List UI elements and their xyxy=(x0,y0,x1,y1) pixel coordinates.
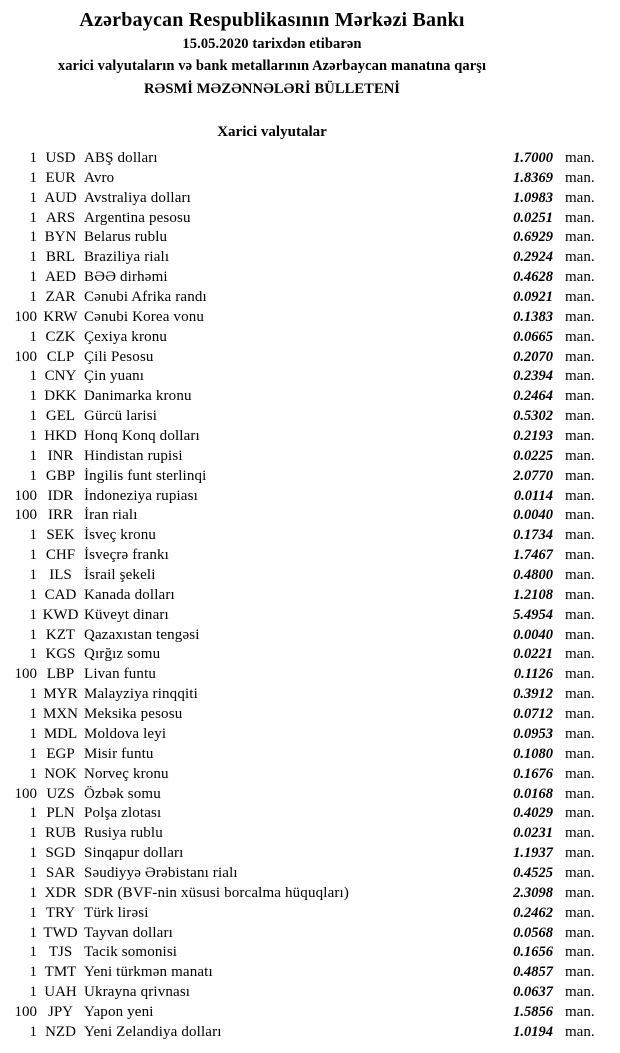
rate-value: 0.5302 xyxy=(513,408,553,425)
rate-row xyxy=(0,308,605,328)
unit-label: man. xyxy=(565,904,595,921)
unit-label: man. xyxy=(565,646,595,663)
unit-label: man. xyxy=(565,964,595,981)
exchange-rates-table xyxy=(0,149,620,1043)
unit-label: man. xyxy=(565,725,595,742)
unit-label: man. xyxy=(565,626,595,643)
rate-row xyxy=(0,626,605,646)
currency-name: Avro xyxy=(84,169,115,186)
rate-row xyxy=(0,943,605,963)
rate-row xyxy=(0,824,605,844)
currency-name: Özbək somu xyxy=(84,785,161,802)
rate-row xyxy=(0,844,605,864)
rate-value: 0.6929 xyxy=(513,229,553,246)
unit-label: man. xyxy=(565,428,595,445)
effective-date-line: 15.05.2020 tarixdən etibarən xyxy=(182,36,362,52)
currency-quantity: 100 xyxy=(14,1003,37,1020)
rate-row xyxy=(0,149,605,169)
currency-quantity: 100 xyxy=(14,308,37,325)
currency-quantity: 1 xyxy=(29,586,37,603)
unit-label: man. xyxy=(565,447,595,464)
currency-quantity: 1 xyxy=(29,845,37,862)
currency-quantity: 1 xyxy=(29,825,37,842)
currency-code: BYN xyxy=(44,229,77,246)
currency-name: Meksika pesosu xyxy=(84,706,183,723)
rate-value: 0.2924 xyxy=(513,249,553,266)
currency-name: Küveyt dinarı xyxy=(84,606,169,623)
rate-value: 5.4954 xyxy=(513,606,553,623)
currency-code: SGD xyxy=(45,845,76,862)
currency-name: BƏƏ dirhəmi xyxy=(84,269,168,286)
rate-value: 0.0231 xyxy=(513,825,553,842)
currency-quantity: 1 xyxy=(29,189,37,206)
rate-row xyxy=(0,705,605,725)
currency-code: HKD xyxy=(44,428,77,445)
currency-name: İndoneziya rupiası xyxy=(84,487,198,504)
currency-quantity: 1 xyxy=(29,606,37,623)
unit-label: man. xyxy=(565,706,595,723)
currency-name: Tayvan dolları xyxy=(84,924,173,941)
rate-value: 0.4800 xyxy=(513,567,553,584)
currency-code: CHF xyxy=(45,547,76,564)
currency-name: İran rialı xyxy=(84,507,138,524)
currency-quantity: 1 xyxy=(29,805,37,822)
rate-row xyxy=(0,645,605,665)
rate-value: 0.4857 xyxy=(513,964,553,981)
currency-quantity: 1 xyxy=(29,765,37,782)
rate-row xyxy=(0,407,605,427)
rate-value: 1.1937 xyxy=(513,845,553,862)
rate-value: 0.4029 xyxy=(513,805,553,822)
currency-quantity: 1 xyxy=(29,368,37,385)
unit-label: man. xyxy=(565,785,595,802)
currency-code: TMT xyxy=(44,964,77,981)
currency-name: Gürcü larisi xyxy=(84,408,158,425)
currency-name: Avstraliya dolları xyxy=(84,189,191,206)
currency-name: Qazaxıstan tengəsi xyxy=(84,626,200,643)
rate-row xyxy=(0,685,605,705)
unit-label: man. xyxy=(565,1023,595,1040)
rate-value: 0.0040 xyxy=(513,507,553,524)
rate-row xyxy=(0,546,605,566)
currency-quantity: 1 xyxy=(29,209,37,226)
currency-code: KWD xyxy=(42,606,79,623)
currency-name: Argentina pesosu xyxy=(84,209,191,226)
rate-row xyxy=(0,367,605,387)
unit-label: man. xyxy=(565,507,595,524)
unit-label: man. xyxy=(565,229,595,246)
rate-value: 0.0637 xyxy=(513,984,553,1001)
rate-value: 1.7467 xyxy=(513,547,553,564)
bulletin-header xyxy=(0,7,544,100)
rate-value: 0.0221 xyxy=(513,646,553,663)
rate-value: 0.1676 xyxy=(513,765,553,782)
rate-row xyxy=(0,348,605,368)
currency-name: Çin yuanı xyxy=(84,368,145,385)
currency-name: Yeni Zelandiya dolları xyxy=(84,1023,222,1040)
currency-quantity: 1 xyxy=(29,924,37,941)
currency-name: Ukrayna qrivnası xyxy=(84,984,191,1001)
unit-label: man. xyxy=(565,567,595,584)
bank-title: Azərbaycan Respublikasının Mərkəzi Bankı xyxy=(79,9,465,31)
unit-label: man. xyxy=(565,348,595,365)
currency-quantity: 1 xyxy=(29,467,37,484)
currency-code: CZK xyxy=(45,328,76,345)
rate-value: 0.4628 xyxy=(513,269,553,286)
rate-row xyxy=(0,1023,605,1043)
rate-row xyxy=(0,228,605,248)
currency-code: KZT xyxy=(45,626,76,643)
unit-label: man. xyxy=(565,606,595,623)
currency-name: İsveç kronu xyxy=(84,527,157,544)
unit-label: man. xyxy=(565,249,595,266)
rate-row xyxy=(0,963,605,983)
currency-code: USD xyxy=(45,150,76,166)
rate-value: 0.0712 xyxy=(513,706,553,723)
rate-row xyxy=(0,884,605,904)
rate-row xyxy=(0,665,605,685)
currency-code: IRR xyxy=(47,507,73,524)
currency-code: SAR xyxy=(45,864,76,881)
rate-value: 0.2193 xyxy=(513,428,553,445)
currency-quantity: 1 xyxy=(29,388,37,405)
currency-code: TWD xyxy=(43,924,78,941)
rate-row xyxy=(0,606,605,626)
currency-name: Cənubi Korea vonu xyxy=(84,308,205,325)
rate-value: 0.2464 xyxy=(513,388,553,405)
currency-quantity: 1 xyxy=(29,428,37,445)
currency-name: Qırğız somu xyxy=(84,646,161,663)
currency-code: CLP xyxy=(46,348,75,365)
currency-code: KGS xyxy=(45,646,76,663)
rate-value: 1.5856 xyxy=(513,1003,553,1020)
currency-quantity: 1 xyxy=(29,169,37,186)
rate-value: 0.0040 xyxy=(513,626,553,643)
bulletin-title-line: RƏSMİ MƏZƏNNƏLƏRİ BÜLLETENİ xyxy=(143,80,401,97)
rate-value: 0.2462 xyxy=(513,904,553,921)
rate-value: 1.0983 xyxy=(513,189,553,206)
rate-value: 1.8369 xyxy=(513,169,553,186)
currency-name: Braziliya rialı xyxy=(84,249,170,266)
currency-code: SEK xyxy=(46,527,75,544)
currency-name: Honq Konq dolları xyxy=(84,428,200,445)
unit-label: man. xyxy=(565,547,595,564)
unit-label: man. xyxy=(565,864,595,881)
currency-code: ZAR xyxy=(45,289,76,306)
currency-name: Kanada dolları xyxy=(84,586,175,603)
rate-value: 0.0251 xyxy=(513,209,553,226)
currency-code: RUB xyxy=(45,825,76,842)
rate-row xyxy=(0,248,605,268)
unit-label: man. xyxy=(565,368,595,385)
rate-value: 0.1734 xyxy=(513,527,553,544)
rate-row xyxy=(0,904,605,924)
unit-label: man. xyxy=(565,884,595,901)
currency-name: Polşa zlotası xyxy=(84,805,162,822)
rate-row xyxy=(0,467,605,487)
currency-code: NZD xyxy=(45,1023,76,1040)
unit-label: man. xyxy=(565,209,595,226)
currency-name: Sinqapur dolları xyxy=(84,845,184,862)
currency-quantity: 1 xyxy=(29,1023,37,1040)
rate-row xyxy=(0,924,605,944)
currency-name: Səudiyyə Ərəbistanı rialı xyxy=(84,864,238,881)
unit-label: man. xyxy=(565,328,595,345)
rate-row xyxy=(0,526,605,546)
unit-label: man. xyxy=(565,289,595,306)
currency-name: Danimarka kronu xyxy=(84,388,192,405)
currency-name: Türk lirəsi xyxy=(84,904,149,921)
currency-name: Cənubi Afrika randı xyxy=(84,289,207,306)
currency-code: AED xyxy=(45,269,76,286)
currency-code: NOK xyxy=(44,765,77,782)
rate-value: 0.0921 xyxy=(513,289,553,306)
rate-row xyxy=(0,427,605,447)
rate-value: 0.2394 xyxy=(513,368,553,385)
unit-label: man. xyxy=(565,944,595,961)
currency-name: Çexiya kronu xyxy=(84,328,168,345)
rate-row xyxy=(0,983,605,1003)
currency-code: TRY xyxy=(45,904,76,921)
rate-value: 0.0953 xyxy=(513,725,553,742)
currency-quantity: 1 xyxy=(29,547,37,564)
currency-code: BRL xyxy=(45,249,76,266)
currency-quantity: 100 xyxy=(14,507,37,524)
currency-code: PLN xyxy=(46,805,75,822)
currency-name: Norveç kronu xyxy=(84,765,169,782)
currency-quantity: 1 xyxy=(29,864,37,881)
currency-code: MDL xyxy=(43,725,78,742)
currency-quantity: 1 xyxy=(29,686,37,703)
rate-value: 0.0568 xyxy=(513,924,553,941)
currency-code: KRW xyxy=(43,308,78,325)
unit-label: man. xyxy=(565,487,595,504)
currency-name: İsrail şekeli xyxy=(84,567,156,584)
currency-name: Belarus rublu xyxy=(84,229,168,246)
currency-name: Tacik somonisi xyxy=(84,944,178,961)
currency-quantity: 1 xyxy=(29,984,37,1001)
rate-row xyxy=(0,189,605,209)
currency-code: ILS xyxy=(49,567,72,584)
rate-value: 0.0225 xyxy=(513,447,553,464)
rate-row xyxy=(0,566,605,586)
currency-quantity: 1 xyxy=(29,447,37,464)
rate-row xyxy=(0,765,605,785)
currency-quantity: 1 xyxy=(29,229,37,246)
currency-name: ABŞ dolları xyxy=(84,150,158,166)
rate-value: 1.2108 xyxy=(513,586,553,603)
section-title-foreign-currencies: Xarici valyutalar xyxy=(217,124,327,140)
rate-value: 1.7000 xyxy=(513,150,553,166)
rate-row xyxy=(0,169,605,189)
currency-code: MXN xyxy=(42,706,78,723)
rate-value: 1.0194 xyxy=(513,1023,553,1040)
currency-code: UAH xyxy=(44,984,77,1001)
rate-value: 2.0770 xyxy=(513,467,553,484)
currency-quantity: 1 xyxy=(29,328,37,345)
rate-value: 0.1080 xyxy=(513,745,553,762)
unit-label: man. xyxy=(565,408,595,425)
currency-code: CAD xyxy=(44,586,77,603)
currency-quantity: 100 xyxy=(14,348,37,365)
rate-row xyxy=(0,288,605,308)
rate-row xyxy=(0,268,605,288)
currency-code: MYR xyxy=(43,686,78,703)
currency-quantity: 100 xyxy=(14,666,37,683)
currency-code: AUD xyxy=(44,189,77,206)
currency-quantity: 1 xyxy=(29,150,37,166)
currency-quantity: 1 xyxy=(29,646,37,663)
currency-code: TJS xyxy=(48,944,73,961)
currency-quantity: 1 xyxy=(29,745,37,762)
unit-label: man. xyxy=(565,150,595,166)
currency-name: İngilis funt sterlinqi xyxy=(84,467,207,484)
unit-label: man. xyxy=(565,586,595,603)
rate-value: 0.0168 xyxy=(513,785,553,802)
currency-code: LBP xyxy=(46,666,75,683)
currency-quantity: 100 xyxy=(14,785,37,802)
rate-value: 2.3098 xyxy=(513,884,553,901)
currency-code: UZS xyxy=(46,785,75,802)
currency-quantity: 1 xyxy=(29,289,37,306)
currency-name: Çili Pesosu xyxy=(84,348,154,365)
currency-code: EUR xyxy=(45,169,76,186)
unit-label: man. xyxy=(565,388,595,405)
currency-code: DKK xyxy=(44,388,77,405)
subtitle-line: xarici valyutaların və bank metallarının Azərbaycan manatına qarşı xyxy=(57,58,487,75)
rate-row xyxy=(0,1003,605,1023)
currency-code: JPY xyxy=(47,1003,73,1020)
rate-row xyxy=(0,785,605,805)
currency-quantity: 1 xyxy=(29,964,37,981)
currency-code: INR xyxy=(47,447,74,464)
currency-quantity: 1 xyxy=(29,904,37,921)
unit-label: man. xyxy=(565,924,595,941)
currency-code: GBP xyxy=(45,467,76,484)
currency-name: Yeni türkmən manatı xyxy=(84,964,213,981)
rate-row xyxy=(0,387,605,407)
currency-quantity: 1 xyxy=(29,408,37,425)
unit-label: man. xyxy=(565,1003,595,1020)
currency-quantity: 1 xyxy=(29,527,37,544)
currency-name: Moldova leyi xyxy=(84,725,167,742)
unit-label: man. xyxy=(565,467,595,484)
unit-label: man. xyxy=(565,745,595,762)
unit-label: man. xyxy=(565,169,595,186)
unit-label: man. xyxy=(565,308,595,325)
currency-name: Livan funtu xyxy=(84,666,157,683)
unit-label: man. xyxy=(565,825,595,842)
rate-value: 0.0665 xyxy=(513,328,553,345)
unit-label: man. xyxy=(565,765,595,782)
rate-row xyxy=(0,447,605,467)
currency-quantity: 1 xyxy=(29,626,37,643)
currency-quantity: 1 xyxy=(29,567,37,584)
currency-quantity: 1 xyxy=(29,249,37,266)
unit-label: man. xyxy=(565,189,595,206)
currency-name: İsveçrə frankı xyxy=(84,547,169,564)
rate-row xyxy=(0,506,605,526)
unit-label: man. xyxy=(565,527,595,544)
rate-row xyxy=(0,804,605,824)
unit-label: man. xyxy=(565,845,595,862)
unit-label: man. xyxy=(565,269,595,286)
currency-name: Rusiya rublu xyxy=(84,825,163,842)
currency-code: XDR xyxy=(44,884,77,901)
rate-row xyxy=(0,487,605,507)
currency-quantity: 1 xyxy=(29,884,37,901)
rate-value: 0.2070 xyxy=(513,348,553,365)
currency-code: EGP xyxy=(46,745,75,762)
currency-name: Misir funtu xyxy=(84,745,154,762)
currency-quantity: 1 xyxy=(29,706,37,723)
unit-label: man. xyxy=(565,686,595,703)
rate-row xyxy=(0,209,605,229)
rate-row xyxy=(0,864,605,884)
currency-name: Yapon yeni xyxy=(84,1003,154,1020)
rate-value: 0.3912 xyxy=(513,686,553,703)
rate-value: 0.4525 xyxy=(513,864,553,881)
currency-name: SDR (BVF-nin xüsusi borcalma hüquqları) xyxy=(84,884,349,901)
currency-code: IDR xyxy=(47,487,74,504)
unit-label: man. xyxy=(565,666,595,683)
currency-name: Hindistan rupisi xyxy=(84,447,183,464)
currency-name: Malayziya rinqqiti xyxy=(84,686,198,703)
unit-label: man. xyxy=(565,984,595,1001)
rate-value: 0.1383 xyxy=(513,308,553,325)
rate-row xyxy=(0,328,605,348)
rate-value: 0.1126 xyxy=(513,666,553,683)
currency-quantity: 1 xyxy=(29,269,37,286)
rate-value: 0.1656 xyxy=(513,944,553,961)
rate-value: 0.0114 xyxy=(513,487,553,504)
currency-quantity: 1 xyxy=(29,725,37,742)
rate-row xyxy=(0,586,605,606)
currency-code: GEL xyxy=(45,408,76,425)
currency-code: ARS xyxy=(45,209,76,226)
rate-row xyxy=(0,725,605,745)
currency-code: CNY xyxy=(44,368,77,385)
unit-label: man. xyxy=(565,805,595,822)
rate-row xyxy=(0,745,605,765)
currency-quantity: 100 xyxy=(14,487,37,504)
currency-quantity: 1 xyxy=(29,944,37,961)
